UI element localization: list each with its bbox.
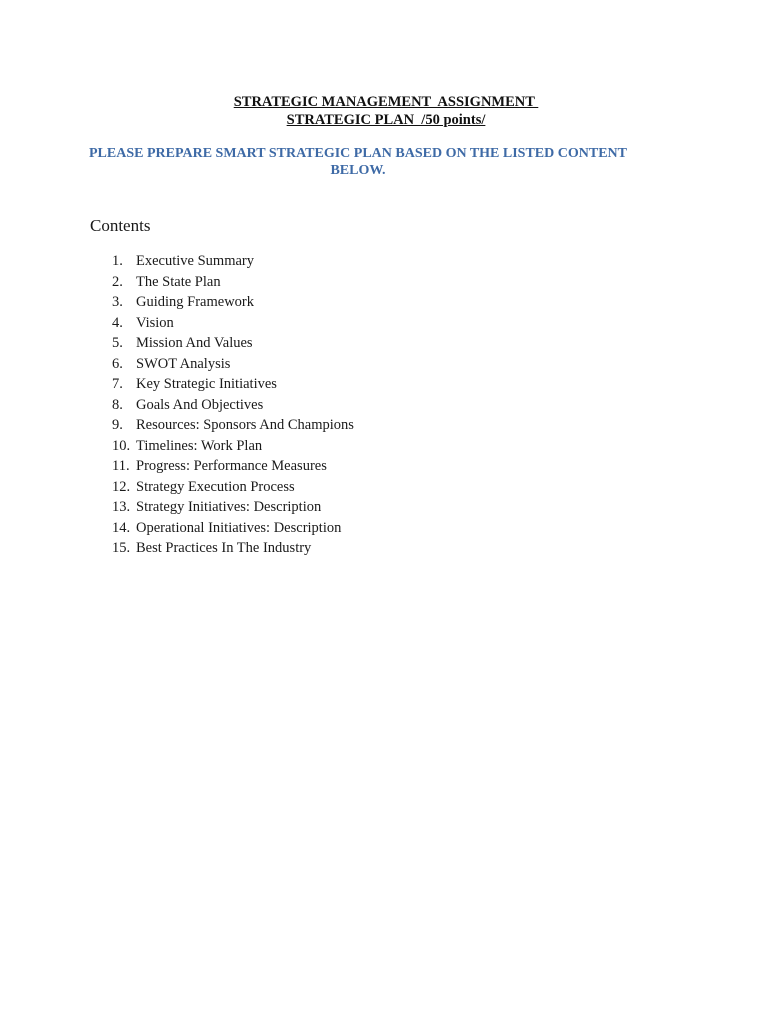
document-title [0,93,768,129]
list-item-text: The State Plan [136,273,221,290]
list-item-number: 12. [112,478,131,495]
list-item-text: Timelines: Work Plan [136,437,263,454]
list-item-number: 2. [112,273,123,290]
list-item-number: 1. [112,253,123,269]
instruction-text: PLEASE PREPARE SMART STRATEGIC PLAN BASED ON THE LISTED CONTENT BELOW. [89,146,627,178]
list-item-text: Mission And Values [136,335,253,351]
list-item-text: Strategy Execution Process [136,478,295,495]
list-item-number: 11. [112,458,130,474]
list-item-text: Goals And Objectives [136,396,264,413]
list-item-text: Executive Summary [136,253,254,269]
list-item-text: Guiding Framework [136,294,254,310]
list-item-text: SWOT Analysis [136,355,231,372]
list-item-number: 9. [112,417,123,433]
list-item-number: 5. [112,335,123,351]
assignment-title: STRATEGIC MANAGEMENT ASSIGNMENT [233,94,539,110]
list-item-number: 13. [112,499,131,515]
list-item-number: 14. [112,519,131,536]
contents-heading: Contents [90,216,151,235]
list-item-text: Progress: Performance Measures [136,458,327,474]
list-item-text: Resources: Sponsors And Champions [136,417,354,433]
list-item-number: 10. [112,437,131,454]
list-item-number: 6. [112,355,123,372]
list-item-text: Operational Initiatives: Description [136,519,342,536]
list-item-text: Key Strategic Initiatives [136,376,277,392]
list-item-text: Best Practices In The Industry [136,540,312,556]
list-item-text: Strategy Initiatives: Description [136,499,322,515]
list-item-number: 7. [112,376,123,392]
plan-subtitle: STRATEGIC PLAN /50 points/ [286,112,486,128]
list-item-number: 4. [112,314,123,331]
list-item-number: 8. [112,396,123,413]
list-item-text: Vision [136,314,174,331]
list-item-number: 15. [112,540,131,556]
list-item-number: 3. [112,294,123,310]
